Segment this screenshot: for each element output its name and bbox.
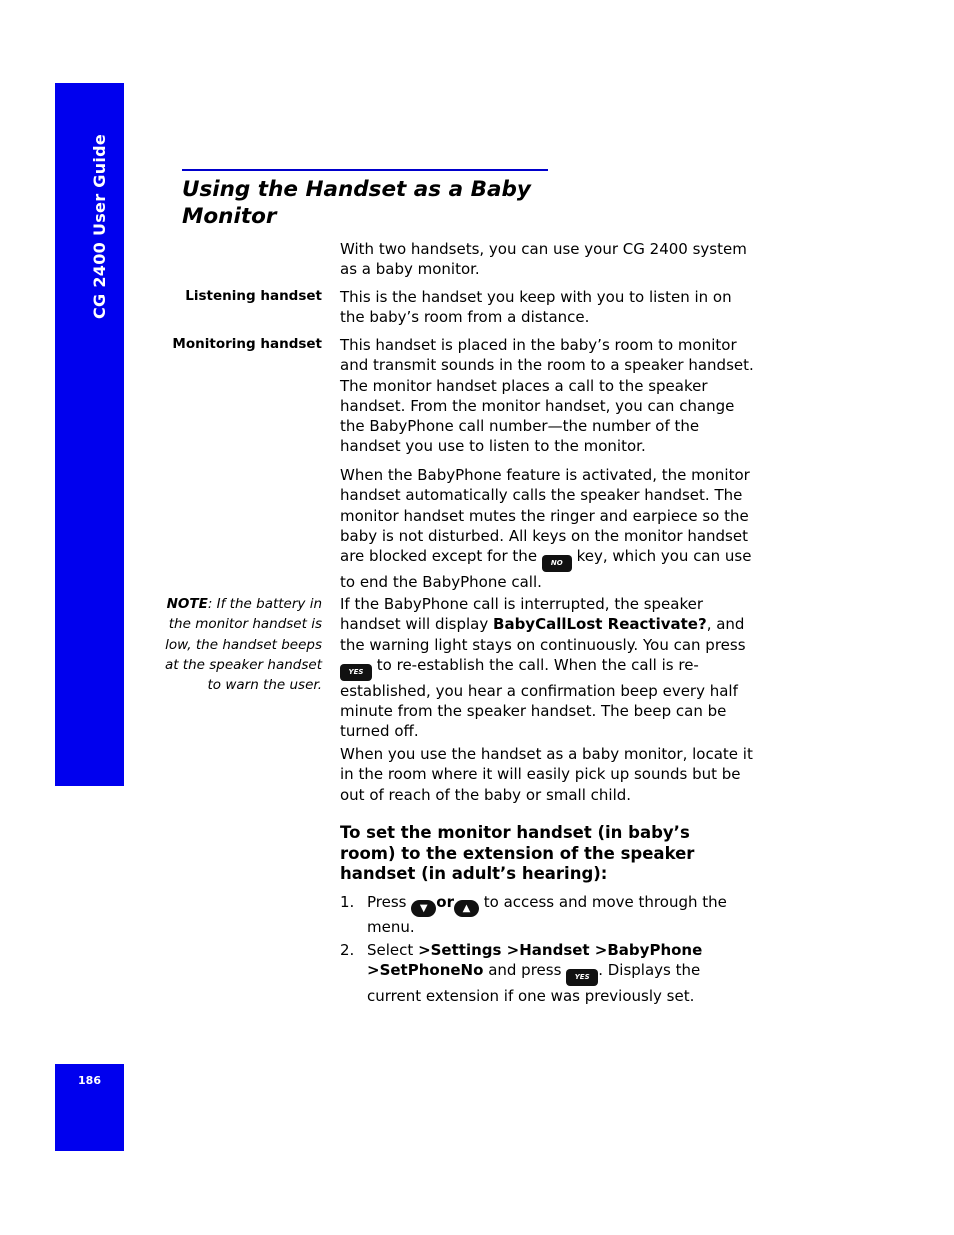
note-text: : If the battery in the monitor handset is low, the handset beeps at the speaker handset to warn the user. — [164, 596, 322, 694]
procedure-title: To set the monitor handset (in baby’s room) to the extension of the speaker handset (in adult’s hearing): — [340, 823, 695, 883]
guide-title: CG 2400 User Guide — [90, 133, 109, 319]
interrupted-paragraph — [340, 594, 760, 742]
menu-path: >Settings >Handset >BabyPhone >SetPhoneNo — [367, 941, 703, 980]
term-label-listening: Listening handset — [185, 288, 322, 304]
step-number: 1. — [340, 893, 355, 911]
activated-text-before: When the BabyPhone feature is activated, the monitor handset automatically calls the speaker handset. The monitor handset mutes the ringer and earpiece so the baby is not disturbed. All keys on the monitor handset are blocked except for the — [340, 466, 750, 566]
term-text-listening: This is the handset you keep with you to listen in on the baby’s room from a distance. — [340, 288, 732, 327]
term-label-monitoring: Monitoring handset — [172, 336, 322, 352]
section-title: Using the Handset as a Baby Monitor — [182, 177, 531, 229]
term-text-monitoring: This handset is placed in the baby’s room to monitor and transmit sounds in the room to a speaker handset. The monitor handset places a call to the speaker handset. From the monitor handset, you can change the BabyPhone call number—the number of the handset you use to listen to the monitor. — [340, 336, 754, 456]
yes-key-icon: YES — [566, 969, 598, 986]
note-label: NOTE — [166, 596, 208, 612]
step-text: Select >Settings >Handset >BabyPhone >SetPhoneNo and press YES . Displays the current extension if one was previously set. — [367, 941, 703, 1006]
activated-paragraph — [340, 465, 760, 592]
babycalllost-message: BabyCallLost Reactivate? — [493, 615, 707, 634]
guide-title-vertical — [79, 133, 109, 338]
interrupted-text-2: , and the warning light stays on continuously. You can press — [340, 615, 746, 654]
step-text: Press ▼ or ▲ to access and move through the menu. — [367, 893, 727, 936]
nav-up-key-icon: ▲ — [454, 900, 479, 917]
step-number: 2. — [340, 941, 355, 959]
yes-key-icon: YES — [340, 664, 372, 681]
note-box — [150, 594, 322, 695]
section-rule — [182, 169, 548, 171]
interrupted-text-3: to re-establish the call. When the call is re-established, you hear a confirmation beep every half minute from the speaker handset. The beep can be turned off. — [340, 655, 738, 741]
nav-down-key-icon: ▼ — [411, 900, 436, 917]
activated-text-after: key, which you can use to end the BabyPhone call. — [340, 547, 752, 592]
locate-paragraph: When you use the handset as a baby monitor, locate it in the room where it will easily pick up sounds but be out of reach of the baby or small child. — [340, 745, 753, 804]
page-number: 186 — [78, 1074, 101, 1087]
interrupted-text-1: If the BabyPhone call is interrupted, the speaker handset will display — [340, 595, 704, 634]
intro-paragraph: With two handsets, you can use your CG 2400 system as a baby monitor. — [340, 240, 747, 279]
no-key-icon: NO — [542, 555, 572, 572]
